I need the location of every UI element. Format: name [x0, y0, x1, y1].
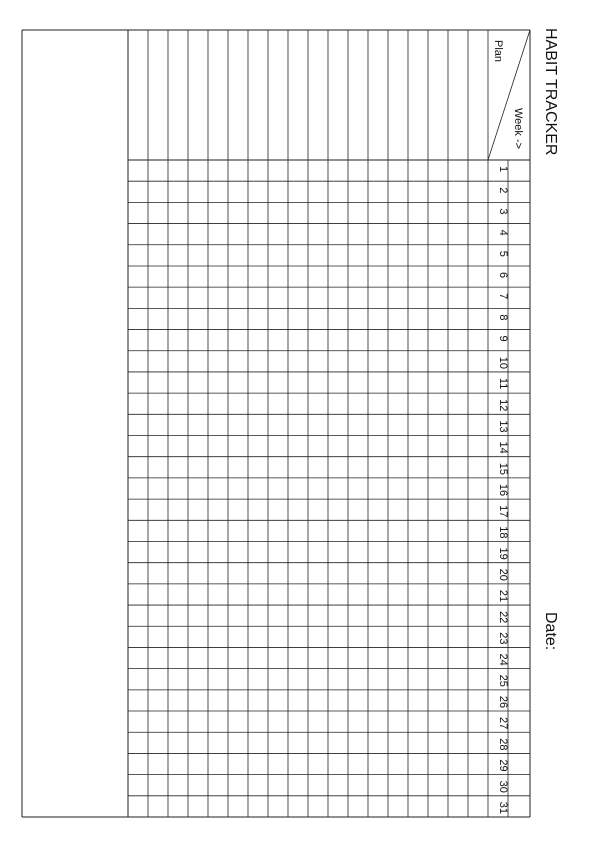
- day-number: 25: [497, 674, 509, 687]
- day-number: 17: [497, 505, 509, 518]
- day-number: 13: [497, 420, 509, 433]
- day-number: 4: [497, 229, 509, 236]
- date-label: Date:: [542, 612, 559, 651]
- day-number: 1: [497, 166, 509, 173]
- day-number: 28: [497, 738, 509, 751]
- day-number: 21: [497, 589, 509, 603]
- day-number: 23: [497, 632, 509, 645]
- day-number: 5: [497, 250, 509, 257]
- day-number: 22: [497, 611, 509, 624]
- day-number: 30: [497, 780, 509, 793]
- day-number: 14: [497, 441, 509, 454]
- day-number: 9: [497, 335, 509, 342]
- day-number: 7: [497, 293, 509, 300]
- grid-lines: [22, 30, 530, 817]
- day-number: 27: [497, 717, 509, 730]
- day-number: 8: [497, 314, 509, 321]
- day-number: 18: [497, 526, 509, 539]
- day-number: 3: [497, 208, 509, 215]
- day-number: 2: [497, 187, 509, 194]
- day-number: 16: [497, 483, 509, 497]
- day-number: 10: [497, 356, 509, 369]
- day-number: 24: [497, 653, 509, 666]
- grid-labels: [492, 40, 524, 814]
- day-number: 6: [497, 271, 509, 279]
- plan-label: Plan: [492, 40, 504, 63]
- day-number: 26: [497, 695, 509, 709]
- day-number: 11: [497, 377, 509, 390]
- day-number: 29: [497, 759, 509, 772]
- day-number: 12: [497, 399, 509, 412]
- day-number: 20: [497, 568, 509, 581]
- day-number: 15: [497, 462, 509, 475]
- day-number: 19: [497, 547, 509, 560]
- day-number: 31: [497, 801, 509, 815]
- page-title: HABIT TRACKER: [542, 28, 559, 156]
- week-label: Week ->: [512, 108, 524, 150]
